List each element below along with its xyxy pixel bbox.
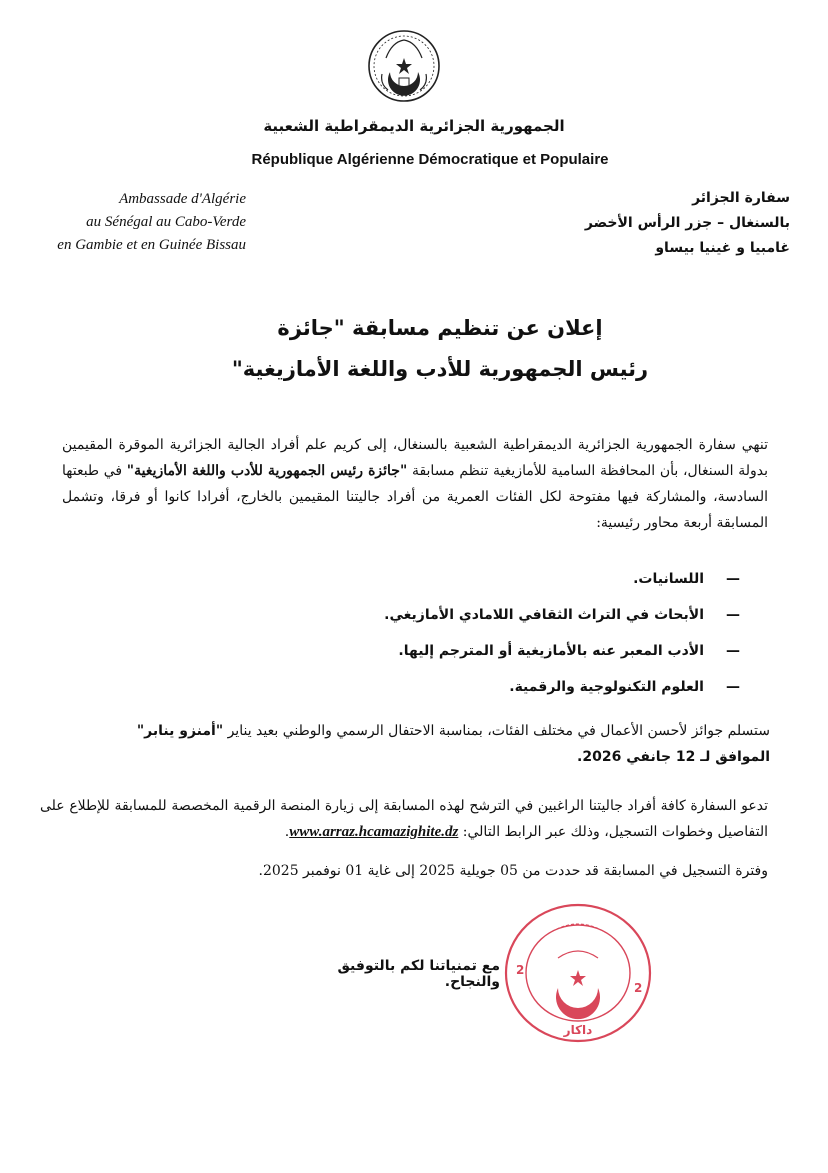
embassy-fr-line: au Sénégal au Cabo-Verde — [86, 214, 246, 230]
axis-label: اللسانيات. — [633, 571, 704, 587]
list-dash: — — [726, 679, 740, 695]
intro-text: تنهي سفارة الجمهورية الجزائرية الديمقراطية الشعبية بالسنغال، إلى كريم علم أفراد الجالية الجزائرية الموقرة المقيمين بدولة السنغال، بأن المحافظة السامية للأمازيغية تنظم مسابقة — [62, 437, 769, 479]
list-dash: — — [726, 643, 740, 659]
embassy-ar-line: غامبيا و غينيا بيساو — [655, 240, 790, 256]
algeria-emblem-icon — [366, 28, 442, 104]
stamp-number-left: 2 — [516, 963, 525, 977]
list-item — [384, 603, 740, 639]
list-dash: — — [726, 607, 740, 623]
axis-label: الأدب المعبر عنه بالأمازيغية أو المترجم إليها. — [398, 643, 704, 659]
announcement-headline — [190, 308, 690, 390]
embassy-name-arabic — [560, 186, 790, 261]
embassy-name-french — [30, 188, 246, 257]
embassy-fr-line: Ambassade d'Algérie — [119, 191, 246, 207]
closing-line: مع تمنياتنا لكم بالتوفيق والنجاح. — [337, 958, 500, 990]
embassy-stamp-icon — [500, 900, 656, 1046]
platform-link[interactable]: www.arraz.hcamazighite.dz — [289, 824, 459, 840]
invite-text: تدعو السفارة كافة أفراد جاليتنا الراغبين في الترشح لهذه المسابقة إلى زيارة المنصة الرقمية المخصصة للمسابقة للإطلاع على التفاصيل وخطوات التسجيل، وذلك عبر الرابط التالي: — [40, 798, 768, 840]
list-item — [398, 639, 740, 675]
embassy-fr-line: en Gambie et en Guinée Bissau — [57, 237, 246, 253]
list-item — [440, 675, 740, 711]
embassy-ar-line: سفارة الجزائر — [692, 190, 790, 206]
prize-name: "جائزة رئيس الجمهورية للأدب واللغة الأمازيغية" — [126, 463, 408, 479]
list-dash: — — [726, 571, 740, 587]
axis-label: الأبحاث في التراث الثقافي اللامادي الأمازيغي. — [384, 607, 704, 623]
list-item — [440, 567, 740, 603]
stamp-city: داكار — [563, 1023, 593, 1037]
axis-label: العلوم التكنولوجية والرقمية. — [509, 679, 704, 695]
competition-axes-list — [384, 567, 740, 711]
intro-paragraph — [62, 432, 768, 536]
awards-paragraph — [60, 718, 770, 770]
invite-paragraph: تدعو السفارة كافة أفراد جاليتنا الراغبين في الترشح لهذه المسابقة إلى زيارة المنصة الرقمية المخصصة للمسابقة للإطلاع على التفاصيل وخطوات التسجيل، وذلك عبر الرابط التالي: www.arraz.hcamazighite.dz. — [40, 798, 768, 840]
republic-title-arabic: الجمهورية الجزائرية الديمقراطية الشعبية — [263, 117, 565, 135]
holiday-name: "أمنزو ينابر" — [136, 723, 224, 739]
intro-text: في طبعتها السادسة، والمشاركة فيها مفتوحة لكل الفئات العمرية من أفراد جاليتنا المقيمين بالخارج، أفرادا كانوا أو فرقا، وتشمل المسابقة أربعة محاور رئيسية: — [62, 463, 768, 531]
republic-title-french: République Algérienne Démocratique et Populaire — [251, 151, 609, 168]
stamp-number-right: 2 — [634, 981, 643, 995]
headline-line: رئيس الجمهورية للأدب واللغة الأمازيغية" — [231, 357, 649, 381]
registration-period: وفترة التسجيل في المسابقة قد حددت من 05 جويلية 2025 إلى غاية 01 نوفمبر 2025. — [258, 863, 768, 879]
awards-text: ستسلم جوائز لأحسن الأعمال في مختلف الفئات، بمناسبة الاحتفال الرسمي والوطني بعيد يناير — [227, 723, 770, 739]
headline-line: إعلان عن تنظيم مسابقة "جائزة — [277, 316, 603, 340]
awards-date: الموافق لـ 12 جانفي 2026. — [577, 749, 770, 765]
embassy-ar-line: بالسنغال – جزر الرأس الأخضر — [584, 215, 790, 231]
